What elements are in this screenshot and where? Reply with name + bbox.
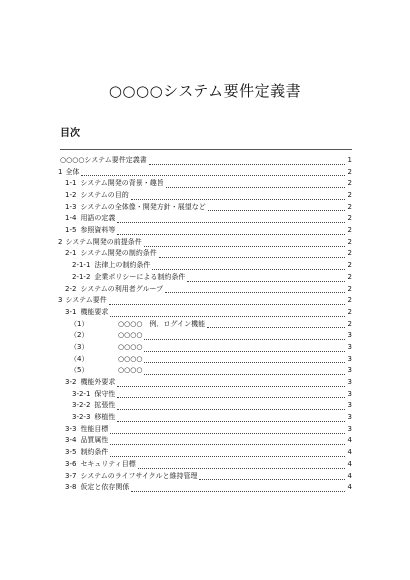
- toc-entry-page: 4: [347, 448, 352, 457]
- toc-entry-page: 3: [347, 424, 352, 433]
- toc-entry-title: システム開発の前提条件: [65, 237, 142, 246]
- toc-entry-title: ○○○○: [118, 342, 143, 351]
- toc-entry-number: 2: [58, 237, 63, 246]
- toc-entry[interactable]: [58, 155, 352, 167]
- toc-entry-title: ○○○○: [118, 366, 143, 375]
- toc-entry-title: 参照資料等: [80, 226, 116, 235]
- toc-entry[interactable]: [58, 412, 352, 424]
- toc-entry-number: 3-2-1: [72, 389, 91, 398]
- toc-entry-title: 制約条件: [80, 448, 109, 457]
- toc-entry-page: 2: [347, 296, 352, 305]
- toc-entry[interactable]: [58, 365, 352, 377]
- toc-entry-page: 2: [347, 249, 352, 258]
- toc-entry-number: （1）: [70, 319, 89, 328]
- toc-entry-page: 3: [347, 342, 352, 351]
- toc-leader-dots: [144, 374, 345, 375]
- toc-leader-dots: [117, 421, 345, 422]
- toc-entry-title: ○○○○システム要件定義書: [60, 155, 147, 164]
- toc-leader-dots: [208, 210, 345, 211]
- toc-entry-page: 3: [347, 354, 352, 363]
- toc-entry[interactable]: [58, 342, 352, 354]
- toc-leader-dots: [131, 199, 345, 200]
- toc-leader-dots: [166, 187, 345, 188]
- toc-entry-page: 2: [347, 307, 352, 316]
- toc-entry-page: 3: [347, 389, 352, 398]
- toc-entry[interactable]: [58, 319, 352, 331]
- toc-leader-dots: [110, 444, 345, 445]
- toc-entry-number: 1-2: [65, 191, 77, 200]
- toc-entry-page: 2: [347, 202, 352, 211]
- toc-leader-dots: [199, 479, 345, 480]
- toc-leader-dots: [207, 327, 345, 328]
- toc-entry-number: 3-2-2: [72, 401, 91, 410]
- toc-entry-number: 3-5: [65, 448, 77, 457]
- toc-entry-title: システムのライフサイクルと維持管理: [80, 471, 198, 480]
- toc-entry-number: 3-2-3: [72, 413, 91, 422]
- toc-heading: 目次: [60, 128, 80, 139]
- toc-entry[interactable]: [58, 272, 352, 284]
- toc-leader-dots: [117, 397, 345, 398]
- toc-entry-title: ○○○○: [118, 331, 143, 340]
- toc-entry-title: システムの全体像・開発方針・展望など: [80, 202, 206, 211]
- toc-entry-number: （5）: [70, 366, 89, 375]
- toc-entry-title: 移植性: [94, 413, 116, 422]
- toc-entry[interactable]: [58, 178, 352, 190]
- toc-entry-title: システム開発の背景・趣旨: [80, 179, 164, 188]
- toc-entry[interactable]: [58, 237, 352, 249]
- toc-entry-page: 2: [347, 226, 352, 235]
- toc-entry[interactable]: [58, 307, 352, 319]
- toc-entry-number: 1-1: [65, 179, 77, 188]
- toc-leader-dots: [144, 362, 345, 363]
- toc-entry-title: 性能目標: [80, 424, 109, 433]
- toc-leader-dots: [110, 433, 345, 434]
- toc-entry-number: 1-5: [65, 226, 77, 235]
- toc-entry-title: システム要件: [65, 296, 107, 305]
- toc-leader-dots: [117, 234, 345, 235]
- toc-entry-title: システム開発の制約条件: [80, 249, 157, 258]
- toc-entry-number: 3-8: [65, 483, 77, 492]
- toc-entry-number: 3-2: [65, 378, 77, 387]
- toc-leader-dots: [138, 468, 345, 469]
- document-title: ○○○○システム要件定義書: [108, 82, 302, 100]
- toc-entry-title: 拡張性: [94, 401, 116, 410]
- toc-leader-dots: [109, 304, 345, 305]
- toc-entry[interactable]: [58, 436, 352, 448]
- toc-leader-dots: [81, 175, 345, 176]
- toc-entry-page: 4: [347, 459, 352, 468]
- toc-leader-dots: [159, 257, 345, 258]
- toc-entry-title: 保守性: [94, 389, 116, 398]
- toc-entry-title: 全体: [65, 167, 80, 176]
- toc-entry-number: 3-6: [65, 459, 77, 468]
- toc-entry-page: 1: [347, 155, 352, 164]
- toc-entry-number: 3: [58, 296, 63, 305]
- toc-leader-dots: [117, 409, 345, 410]
- toc-entry[interactable]: [58, 190, 352, 202]
- toc-entry[interactable]: [58, 424, 352, 436]
- toc-entry-number: 2-1-1: [72, 261, 91, 270]
- toc-leader-dots: [117, 386, 345, 387]
- toc-entry[interactable]: [58, 389, 352, 401]
- toc-entry-number: 3-4: [65, 436, 77, 445]
- toc-entry-title: ○○○○ 例．ログイン機能: [118, 319, 206, 328]
- toc-entry[interactable]: [58, 260, 352, 272]
- toc-entry-page: 2: [347, 284, 352, 293]
- toc-entry-title: システムの目的: [80, 191, 129, 200]
- toc-leader-dots: [187, 281, 345, 282]
- toc-entry-number: 2-1: [65, 249, 77, 258]
- toc-entry-page: 4: [347, 471, 352, 480]
- toc-entry-page: 3: [347, 378, 352, 387]
- toc-entry-number: 3-7: [65, 471, 77, 480]
- toc-entry-number: （2）: [70, 331, 89, 340]
- toc-entry-page: 2: [347, 261, 352, 270]
- toc-entry-number: 1: [58, 167, 63, 176]
- toc-entry-number: 2-1-2: [72, 272, 91, 281]
- toc-entry-number: 1-3: [65, 202, 77, 211]
- toc-entry-number: （3）: [70, 342, 89, 351]
- toc-entry-page: 3: [347, 413, 352, 422]
- toc-entry[interactable]: [58, 377, 352, 389]
- toc-leader-dots: [117, 222, 345, 223]
- toc-leader-dots: [110, 316, 345, 317]
- toc-entry[interactable]: [58, 330, 352, 342]
- toc-entry[interactable]: [58, 482, 352, 494]
- table-of-contents: [58, 155, 352, 494]
- toc-entry-title: 法律上の制約条件: [94, 261, 151, 270]
- toc-entry-title: セキュリティ目標: [80, 459, 136, 468]
- toc-entry-number: 1-4: [65, 214, 77, 223]
- toc-leader-dots: [144, 339, 345, 340]
- toc-entry-page: 4: [347, 436, 352, 445]
- toc-entry-number: 3-3: [65, 424, 77, 433]
- toc-entry[interactable]: [58, 249, 352, 261]
- toc-leader-dots: [144, 246, 345, 247]
- toc-entry-title: 機能外要求: [80, 378, 116, 387]
- toc-entry-page: 4: [347, 483, 352, 492]
- toc-entry[interactable]: [58, 447, 352, 459]
- toc-entry-page: 2: [347, 319, 352, 328]
- toc-entry[interactable]: [58, 284, 352, 296]
- toc-entry-title: 機能要求: [80, 307, 109, 316]
- toc-entry-page: 2: [347, 191, 352, 200]
- toc-entry[interactable]: [58, 295, 352, 307]
- toc-entry-page: 2: [347, 214, 352, 223]
- toc-entry[interactable]: [58, 225, 352, 237]
- toc-entry-number: 2-2: [65, 284, 77, 293]
- toc-entry-title: 企業ポリシーによる制約条件: [94, 272, 186, 281]
- toc-entry-number: 3-1: [65, 307, 77, 316]
- toc-leader-dots: [110, 456, 345, 457]
- toc-entry-page: 2: [347, 167, 352, 176]
- toc-entry-page: 3: [347, 331, 352, 340]
- toc-leader-dots: [144, 351, 345, 352]
- toc-leader-dots: [149, 164, 345, 165]
- toc-entry[interactable]: [58, 167, 352, 179]
- toc-leader-dots: [152, 269, 345, 270]
- toc-entry[interactable]: [58, 471, 352, 483]
- toc-entry[interactable]: [58, 459, 352, 471]
- toc-entry-title: ○○○○: [118, 354, 143, 363]
- toc-entry-title: システムの利用者グループ: [80, 284, 164, 293]
- toc-leader-dots: [131, 491, 345, 492]
- toc-entry-number: （4）: [70, 354, 89, 363]
- toc-entry[interactable]: [58, 213, 352, 225]
- toc-entry-page: 3: [347, 401, 352, 410]
- toc-entry-title: 仮定と依存関係: [80, 483, 130, 492]
- toc-entry-page: 2: [347, 237, 352, 246]
- toc-divider: [60, 149, 352, 150]
- toc-entry-page: 2: [347, 179, 352, 188]
- toc-entry[interactable]: [58, 202, 352, 214]
- toc-entry-title: 品質属性: [80, 436, 109, 445]
- toc-entry[interactable]: [58, 354, 352, 366]
- toc-entry-title: 用語の定義: [80, 214, 116, 223]
- toc-leader-dots: [165, 292, 345, 293]
- toc-entry-page: 2: [347, 272, 352, 281]
- toc-entry[interactable]: [58, 400, 352, 412]
- toc-entry-page: 3: [347, 366, 352, 375]
